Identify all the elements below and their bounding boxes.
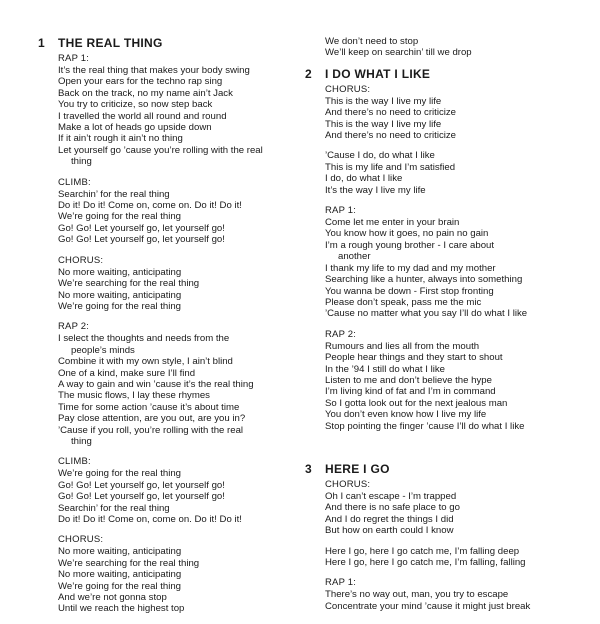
section-label: CHORUS: (325, 478, 371, 490)
lyric-line: I’m living kind of fat and I’m in command (325, 386, 496, 398)
lyric-line: Come let me enter in your brain (325, 217, 460, 229)
lyric-line: Back on the track, no my name ain’t Jack (58, 87, 233, 99)
lyric-line: Searching like a hunter, always into something (325, 274, 523, 286)
lyric-line: We’re going for the real thing (58, 300, 182, 312)
lyric-line: Searchin’ for the real thing (58, 502, 170, 514)
lyric-line: Oh I can’t escape - I’m trapped (325, 490, 457, 502)
lyric-line: Open your ears for the techno rap sing (58, 76, 223, 88)
lyric-line: Please don’t speak, pass me the mic (325, 296, 482, 308)
lyric-block (325, 329, 595, 432)
lyric-line: No more waiting, anticipating (58, 266, 182, 278)
lyric-block (58, 456, 300, 525)
lyric-line: Combine it with my own style, I ain’t blind (58, 356, 233, 368)
section-label: CLIMB: (58, 176, 91, 188)
lyric-line: thing (71, 156, 92, 168)
lyric-line: The music flows, I lay these rhymes (58, 390, 210, 402)
song-title: THE REAL THING (58, 36, 163, 50)
lyric-line: Make a lot of heads go upside down (58, 122, 212, 134)
lyric-line: And there is no safe place to go (325, 502, 460, 514)
song-number: 1 (38, 36, 45, 50)
section-label: CLIMB: (58, 456, 91, 468)
lyric-block (325, 546, 595, 569)
lyric-line: another (338, 251, 371, 263)
section-label: CHORUS: (325, 83, 371, 95)
lyric-line: I’m a rough young brother - I care about (325, 239, 495, 251)
lyric-block (325, 479, 595, 537)
lyric-line: And we’re not gonna stop (58, 592, 167, 604)
lyric-line: This is my life and I’m satisfied (325, 161, 456, 173)
song-number: 2 (305, 66, 312, 81)
lyric-line: Do it! Do it! Come on, come on. Do it! Do it! (58, 200, 242, 212)
lyric-line: ’Cause if you roll, you’re rolling with the real (58, 424, 244, 436)
lyric-line: But how on earth could I know (325, 525, 454, 537)
song-here-i-go (305, 462, 595, 612)
lyric-line: I travelled the world all round and round (58, 110, 227, 122)
lyric-block (58, 321, 300, 447)
lyric-block (325, 205, 595, 320)
lyric-line: Do it! Do it! Come on, come on. Do it! Do it! (58, 514, 242, 525)
left-column (38, 36, 300, 624)
right-column (305, 36, 595, 621)
section-label: RAP 1: (325, 577, 357, 589)
section-label: RAP 2: (325, 328, 357, 340)
lyric-line: Let yourself go ’cause you’re rolling with the real (58, 144, 263, 156)
lyric-line: ’Cause I do, do what I like (325, 150, 435, 162)
lyric-line: There’s no way out, man, you try to escape (325, 589, 509, 601)
lyric-block (58, 255, 300, 313)
section-label: CHORUS: (58, 254, 104, 266)
lyric-line: Until we reach the highest top (58, 603, 185, 615)
lyric-line: Here I go, here I go catch me, I’m falling deep (325, 545, 520, 557)
lyric-line: In the ’94 I still do what I like (325, 363, 445, 375)
lyric-line: Go! Go! Let yourself go, let yourself go! (58, 222, 225, 234)
lyric-line: Pay close attention, are you out, are you in? (58, 413, 246, 425)
song-continuation (325, 36, 595, 59)
lyric-line: ’Cause no matter what you say I’ll do what I like (325, 308, 528, 320)
lyric-line: You try to criticize, so now step back (58, 99, 213, 111)
lyric-line: We’re going for the real thing (58, 468, 182, 480)
song-heading (305, 462, 595, 476)
lyric-line: I thank my life to my dad and my mother (325, 262, 496, 274)
lyric-line: You don’t even know how I live my life (325, 409, 487, 421)
lyric-line: We’re searching for the real thing (58, 557, 200, 569)
section-label: RAP 2: (58, 321, 90, 333)
lyric-line: And there’s no need to criticize (325, 130, 457, 142)
lyric-line: No more waiting, anticipating (58, 569, 182, 581)
lyric-line: This is the way I live my life (325, 95, 442, 107)
section-label: RAP 1: (58, 53, 90, 64)
lyric-line: No more waiting, anticipating (58, 546, 182, 558)
lyric-line: Listen to me and don’t believe the hype (325, 374, 492, 386)
lyric-block (58, 53, 300, 168)
lyric-line: A way to gain and win ’cause it’s the real thing (58, 378, 254, 390)
song-the-real-thing (38, 36, 300, 615)
lyric-line: I do, do what I like (325, 173, 403, 185)
lyric-blocks (305, 479, 595, 612)
lyric-line: We’re going for the real thing (58, 211, 182, 223)
lyric-line: You know how it goes, no pain no gain (325, 228, 489, 240)
lyric-line: And I do regret the things I did (325, 513, 454, 525)
song-heading (305, 67, 595, 81)
lyric-line: We’ll keep on searchin’ till we drop (325, 47, 472, 59)
lyric-line: You wanna be down - First stop fronting (325, 285, 494, 297)
song-heading (38, 36, 300, 50)
song-title: HERE I GO (325, 461, 390, 476)
lyric-blocks (38, 53, 300, 615)
lyric-block (325, 84, 595, 142)
lyric-block (58, 177, 300, 246)
lyric-line: Rumours and lies all from the mouth (325, 340, 480, 352)
lyric-line: We’re searching for the real thing (58, 278, 200, 290)
lyric-line: If it ain’t rough it ain’t no thing (58, 133, 183, 145)
lyric-line: Go! Go! Let yourself go, let yourself go! (58, 491, 225, 503)
lyric-line: No more waiting, anticipating (58, 289, 182, 301)
lyric-block (58, 534, 300, 614)
lyric-line: We don’t need to stop (325, 36, 419, 47)
section-label: CHORUS: (58, 534, 104, 546)
lyric-line: Here I go, here I go catch me, I’m falling, falling (325, 557, 526, 568)
lyric-line: So I gotta look out for the next jealous man (325, 397, 508, 409)
lyric-line: Go! Go! Let yourself go, let yourself go! (58, 479, 225, 491)
lyric-line: people’s minds (71, 344, 135, 356)
lyric-line: Go! Go! Let yourself go, let yourself go! (58, 234, 225, 246)
lyric-line: One of a kind, make sure I’ll find (58, 367, 196, 379)
lyric-line: Stop pointing the finger ’cause I’ll do what I like (325, 420, 525, 432)
lyric-line: We’re going for the real thing (58, 580, 182, 592)
song-title: I DO WHAT I LIKE (325, 66, 431, 81)
lyric-line: Searchin’ for the real thing (58, 188, 170, 200)
song-number: 3 (305, 461, 312, 476)
lyric-block (325, 150, 595, 196)
lyric-line: It’s the real thing that makes your body swing (58, 65, 250, 76)
lyric-line: thing (71, 435, 92, 447)
section-label: RAP 1: (325, 205, 357, 217)
lyric-line: People hear things and they start to shout (325, 352, 503, 364)
lyric-line: Time for some action ’cause it’s about time (58, 401, 240, 413)
lyric-line: Concentrate your mind ’cause it might just break (325, 600, 531, 612)
lyric-line: And there’s no need to criticize (325, 107, 457, 119)
lyric-blocks (305, 84, 595, 432)
song-i-do-what-i-like (305, 67, 595, 432)
lyric-line: It’s the way I live my life (325, 184, 426, 196)
lyric-line: I select the thoughts and needs from the (58, 333, 230, 345)
lyric-line: This is the way I live my life (325, 118, 442, 130)
lyric-block (325, 577, 595, 612)
